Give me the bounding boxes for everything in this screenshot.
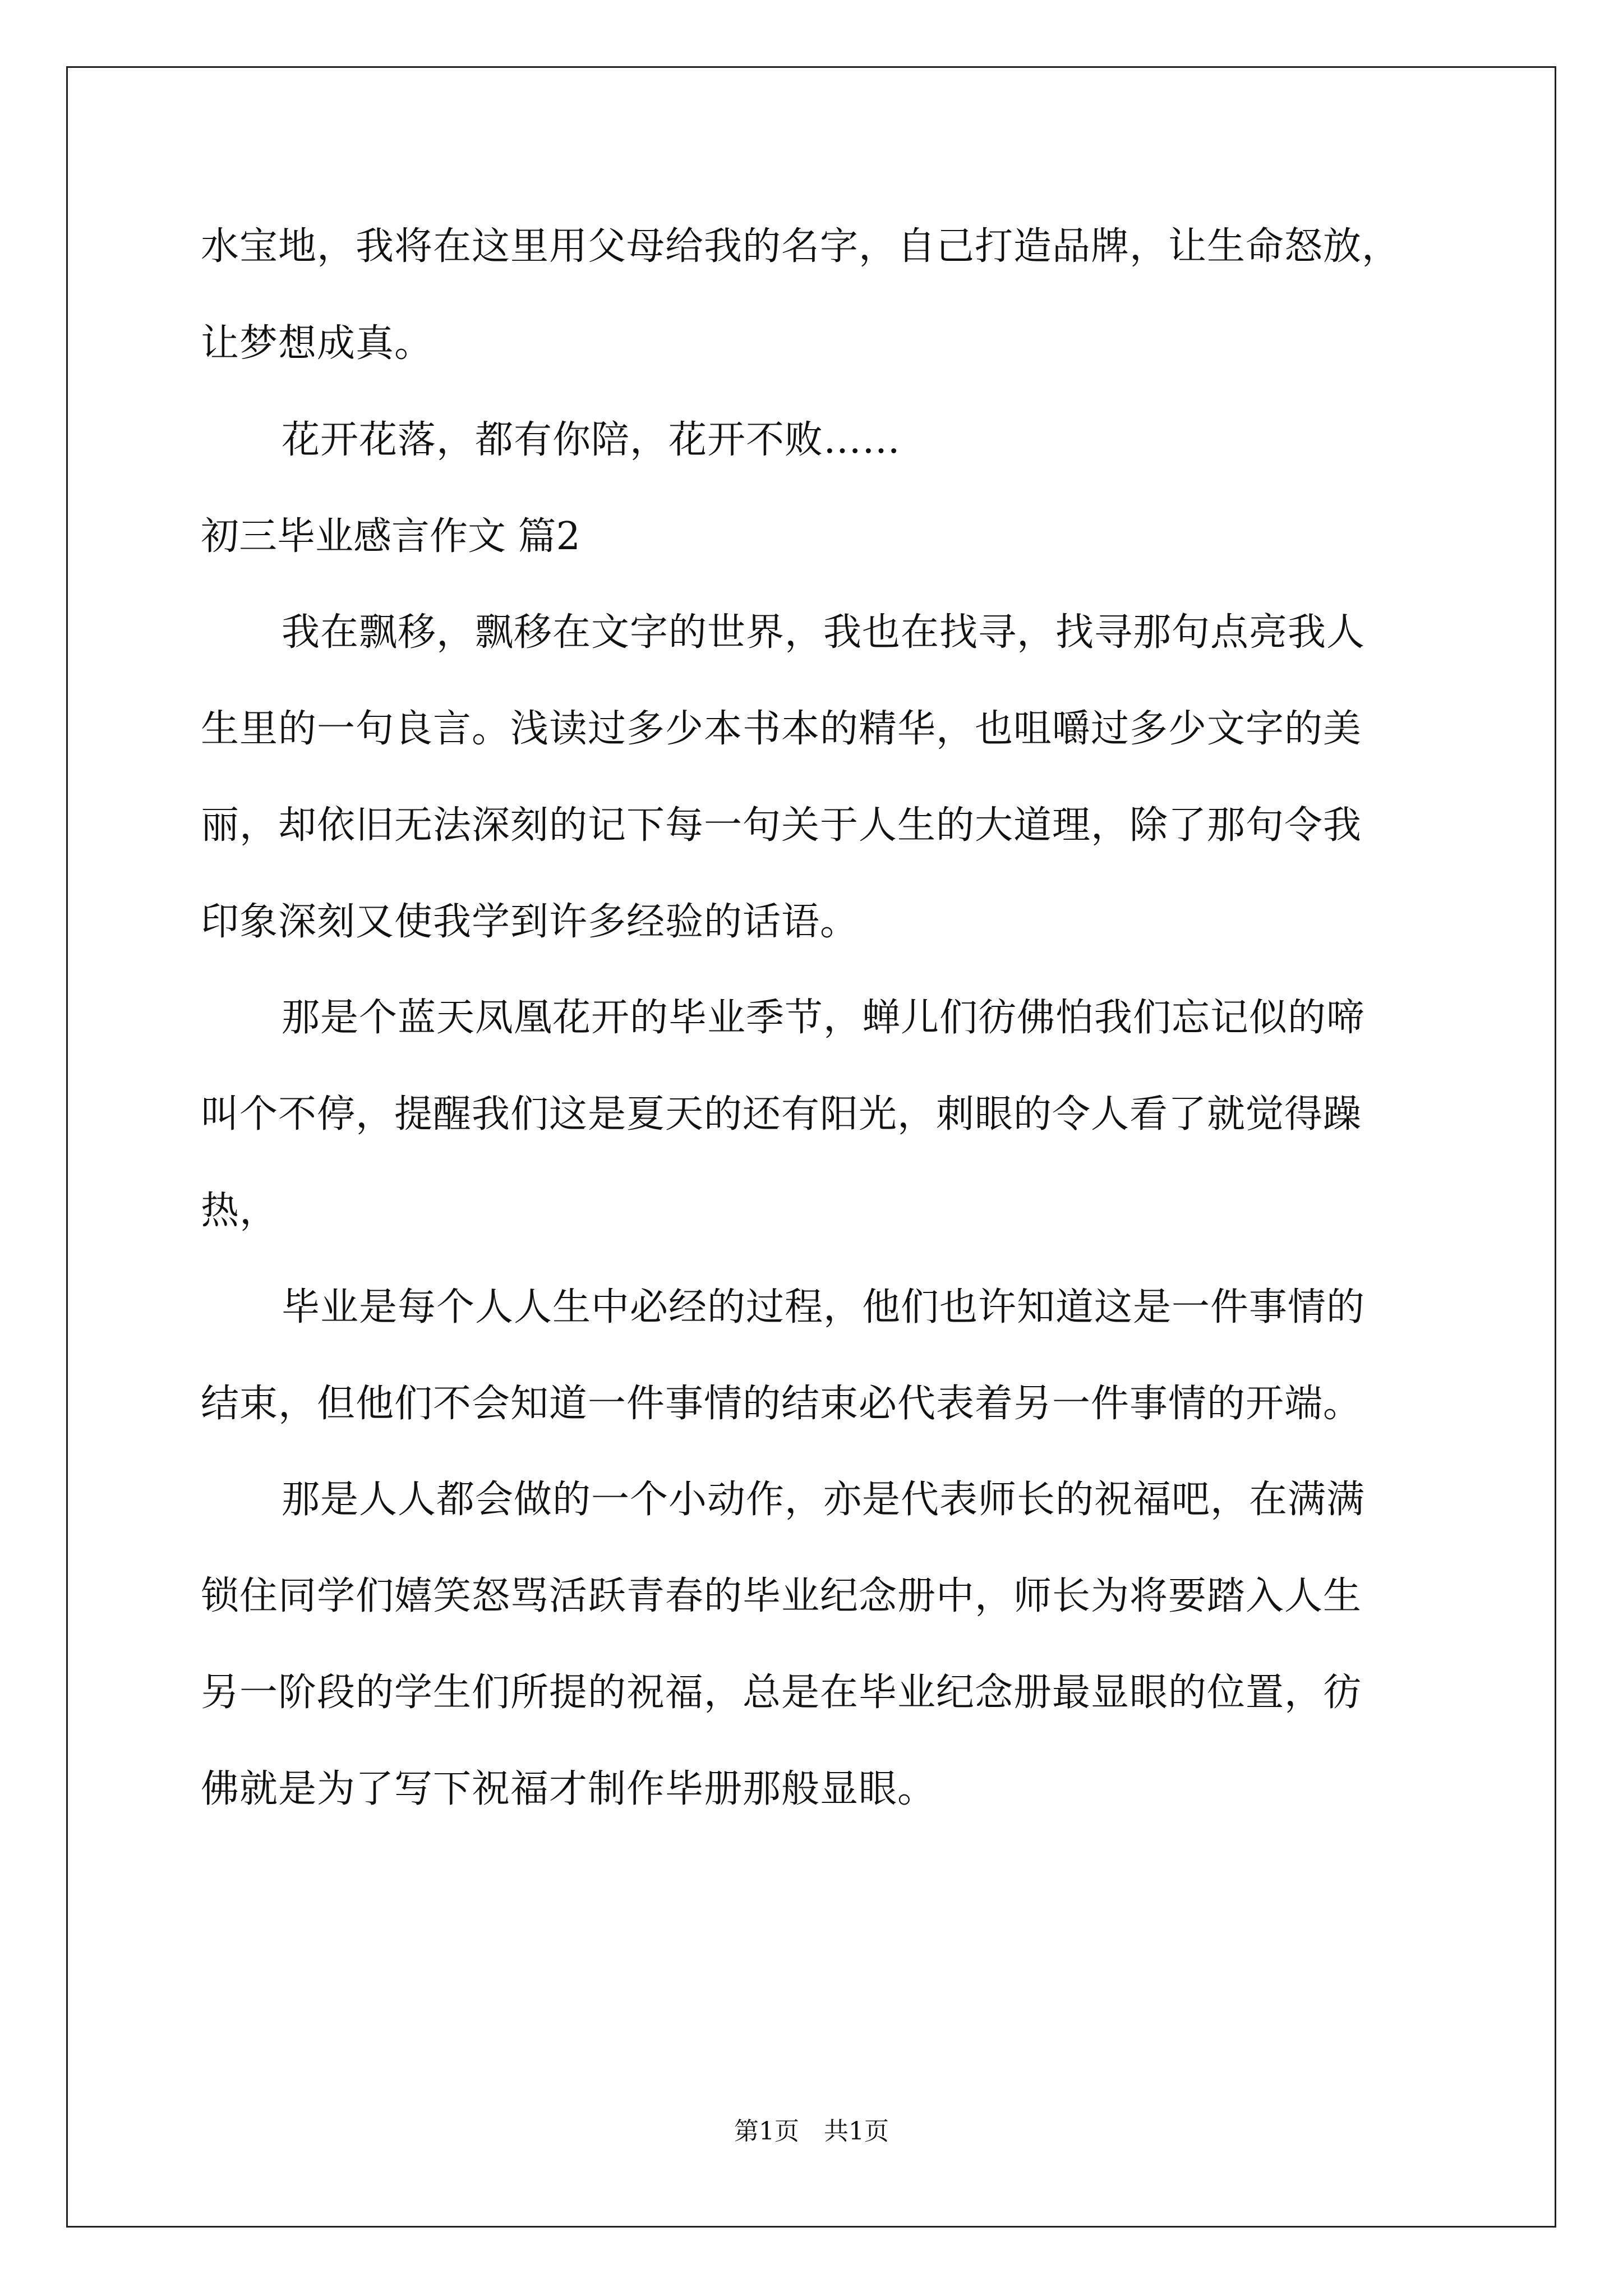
paragraph-first-line: 那是个蓝天凤凰花开的毕业季节，蝉儿们彷佛怕我们忘记似的啼 [282, 996, 1366, 1040]
paragraph-first-line: 我在飘移，飘移在文字的世界，我也在找寻，找寻那句点亮我人 [282, 610, 1366, 655]
page-number-footer: 第1页 共1页 [734, 2117, 889, 2146]
text-line: 生里的一句良言。浅读过多少本书本的精华，也咀嚼过多少文字的美 [201, 707, 1362, 751]
paragraph-first-line: 那是人人都会做的一个小动作，亦是代表师长的祝福吧，在满满 [282, 1478, 1366, 1522]
page-border [66, 66, 1556, 2228]
text-line: 水宝地，我将在这里用父母给我的名字，自己打造品牌，让生命怒放， [201, 224, 1401, 269]
text-line: 丽，却依旧无法深刻的记下每一句关于人生的大道理，除了那句令我 [201, 803, 1362, 848]
text-line: 另一阶段的学生们所提的祝福，总是在毕业纪念册最显眼的位置，彷 [201, 1671, 1362, 1715]
text-line: 让梦想成真。 [201, 321, 434, 366]
text-line: 热， [201, 1189, 279, 1233]
text-line: 印象深刻又使我学到许多经验的话语。 [201, 900, 859, 944]
paragraph-first-line: 花开花落，都有你陪，花开不败…… [282, 418, 901, 462]
text-line: 佛就是为了写下祝福才制作毕册那般显眼。 [201, 1767, 937, 1811]
section-heading: 初三毕业感言作文 篇2 [201, 514, 580, 559]
text-line: 锁住同学们嬉笑怒骂活跃青春的毕业纪念册中，师长为将要踏入人生 [201, 1574, 1362, 1618]
text-line: 结束，但他们不会知道一件事情的结束必代表着另一件事情的开端。 [201, 1382, 1362, 1426]
paragraph-first-line: 毕业是每个人人生中必经的过程，他们也许知道这是一件事情的 [282, 1285, 1366, 1329]
text-line: 叫个不停，提醒我们这是夏天的还有阳光，刺眼的令人看了就觉得躁 [201, 1092, 1362, 1137]
